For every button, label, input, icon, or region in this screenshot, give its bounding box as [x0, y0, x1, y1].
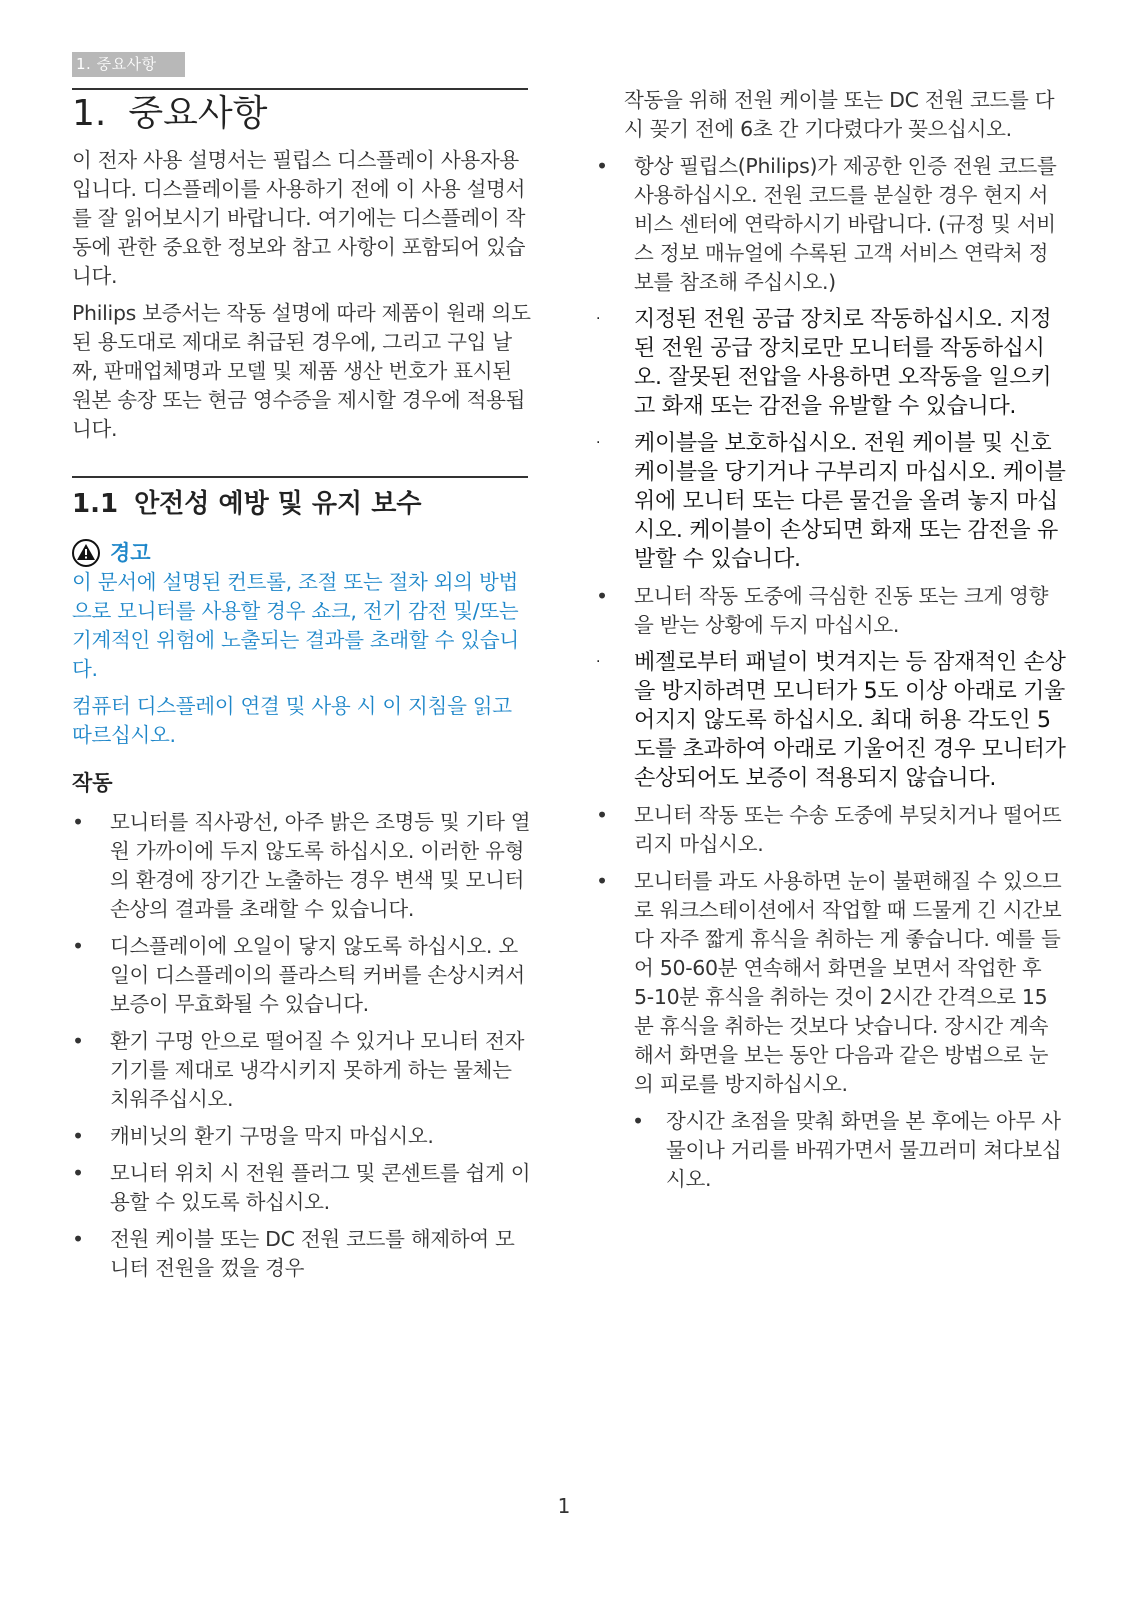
list-item: • 모니터를 과도 사용하면 눈이 불편해질 수 있으므로 워크스테이션에서 작업할 때 드물게 긴 시간보다 자주 짧게 휴식을 취하는 게 좋습니다. 예를 들어 50-60분 연속해서 화면을 보면서 작업한 후 5-10분 휴식을 취하는 것이 2시간 간격으로 15분 휴식을 취하는 것보다 낫습니다. 장시간 계속해서 화면을 보는 동안 다음과 같은 방법으로 눈의 피로를 방지하십시오. — [596, 869, 1062, 1096]
page-title — [72, 92, 532, 136]
operation-list-right — [596, 152, 1066, 1099]
bullet: • — [596, 584, 608, 608]
bullet: · — [596, 654, 601, 670]
bullet: · — [596, 435, 601, 451]
warning-paragraph-2: 컴퓨터 디스플레이 연결 및 사용 시 이 지침을 읽고 따르십시오. — [72, 694, 512, 747]
right-column — [596, 86, 1066, 1194]
list-item: • 모니터를 직사광선, 아주 밝은 조명등 및 기타 열원 가까이에 두지 않도록 하십시오. 이러한 유형의 환경에 장기간 노출하는 경우 변색 및 모니터 손상의 결과를 초래할 수 있습니다. — [72, 810, 531, 921]
list-item: • 장시간 초점을 맞춰 화면을 본 후에는 아무 사물이나 거리를 바꿔가면서 물끄러미 쳐다보십시오. — [632, 1109, 1062, 1191]
list-item: • 캐비닛의 환기 구멍을 막지 마십시오. — [72, 1122, 532, 1151]
list-item-continuation: 작동을 위해 전원 케이블 또는 DC 전원 코드를 다시 꽂기 전에 6초 간 기다렸다가 꽂으십시오. — [624, 88, 1055, 141]
list-item: • 모니터 작동 도중에 극심한 진동 또는 크게 영향을 받는 상황에 두지 마십시오. — [596, 584, 1049, 637]
bullet: • — [72, 1161, 84, 1185]
section-title: 안전성 예방 및 유지 보수 — [134, 489, 422, 519]
page-title-text: 중요사항 — [128, 93, 268, 134]
bullet: • — [72, 810, 84, 834]
list-item: · 지정된 전원 공급 장치로 작동하십시오. 지정된 전원 공급 장치로만 모니터를 작동하십시오. 잘못된 전압을 사용하면 오작동을 일으키고 화재 또는 감전을 유발할 수 있습니다. — [596, 307, 1052, 419]
left-column — [72, 92, 532, 1291]
list-item: • 모니터 작동 또는 수송 도중에 부딪치거나 떨어뜨리지 마십시오. — [596, 803, 1062, 856]
header-chapter-tab: 1. 중요사항 — [72, 52, 185, 77]
bullet: · — [596, 311, 601, 327]
list-item: • 전원 케이블 또는 DC 전원 코드를 해제하여 모니터 전원을 껐을 경우 — [72, 1227, 515, 1280]
intro-paragraph-1: 이 전자 사용 설명서는 필립스 디스플레이 사용자용입니다. 디스플레이를 사용하기 전에 이 사용 설명서를 잘 읽어보시기 바랍니다. 여기에는 디스플레이 작동에 관한 중요한 정보와 참고 사항이 포함되어 있습니다. — [72, 148, 526, 288]
bullet: • — [596, 869, 608, 893]
list-item: • 환기 구멍 안으로 떨어질 수 있거나 모니터 전자기기를 제대로 냉각시키지 못하게 하는 물체는 치워주십시오. — [72, 1029, 525, 1111]
list-item: • 디스플레이에 오일이 닿지 않도록 하십시오. 오일이 디스플레이의 플라스틱 커버를 손상시켜서 보증이 무효화될 수 있습니다. — [72, 934, 525, 1016]
warning-paragraph-1: 이 문서에 설명된 컨트롤, 조절 또는 절차 외의 방법으로 모니터를 사용할 경우 쇼크, 전기 감전 및/또는 기계적인 위험에 노출되는 결과를 초래할 수 있습니다. — [72, 570, 519, 681]
warning-title: 경고 — [110, 541, 151, 565]
inner-list — [632, 1107, 1066, 1194]
list-item: · 케이블을 보호하십시오. 전원 케이블 및 신호 케이블을 당기거나 구부리지 마십시오. 케이블 위에 모니터 또는 다른 물건을 올려 놓지 마십시오. 케이블이 손상되면 화재 또는 감전을 유발할 수 있습니다. — [596, 431, 1066, 572]
section-divider — [72, 476, 528, 478]
bullet: • — [72, 1029, 84, 1053]
header-divider — [72, 88, 528, 90]
bullet: • — [596, 803, 608, 827]
operation-list-left — [72, 808, 532, 1283]
bullet: • — [72, 1124, 84, 1148]
page-number: 1 — [557, 1494, 571, 1518]
operation-heading: 작동 — [72, 771, 113, 795]
section-heading — [72, 484, 532, 524]
bullet: • — [596, 154, 608, 178]
bullet: • — [632, 1109, 644, 1133]
warning-header — [72, 538, 532, 568]
list-item: · 베젤로부터 패널이 벗겨지는 등 잠재적인 손상을 방지하려면 모니터가 5도 이상 아래로 기울어지지 않도록 하십시오. 최대 허용 각도인 5도를 초과하여 아래로 기울어진 경우 모니터가 손상되어도 보증이 적용되지 않습니다. — [596, 650, 1066, 791]
intro-paragraph-2: Philips 보증서는 작동 설명에 따라 제품이 원래 의도된 용도대로 제대로 취급된 경우에, 그리고 구입 날짜, 판매업체명과 모델 및 제품 생산 번호가 표시된 원본 송장 또는 현금 영수증을 제시할 경우에 적용됩니다. — [72, 301, 531, 441]
list-item: • 모니터 위치 시 전원 플러그 및 콘센트를 쉽게 이용할 수 있도록 하십시오. — [72, 1161, 531, 1214]
page-title-number: 1. — [72, 93, 107, 134]
section-number: 1.1 — [72, 489, 119, 519]
bullet: • — [72, 1227, 84, 1251]
warning-icon — [72, 539, 100, 567]
list-item: • 항상 필립스(Philips)가 제공한 인증 전원 코드를 사용하십시오. 전원 코드를 분실한 경우 현지 서비스 센터에 연락하시기 바랍니다. (규정 및 서비스 정보 매뉴얼에 수록된 고객 서비스 연락처 정보를 참조해 주십시오.) — [596, 154, 1057, 294]
bullet: • — [72, 934, 84, 958]
